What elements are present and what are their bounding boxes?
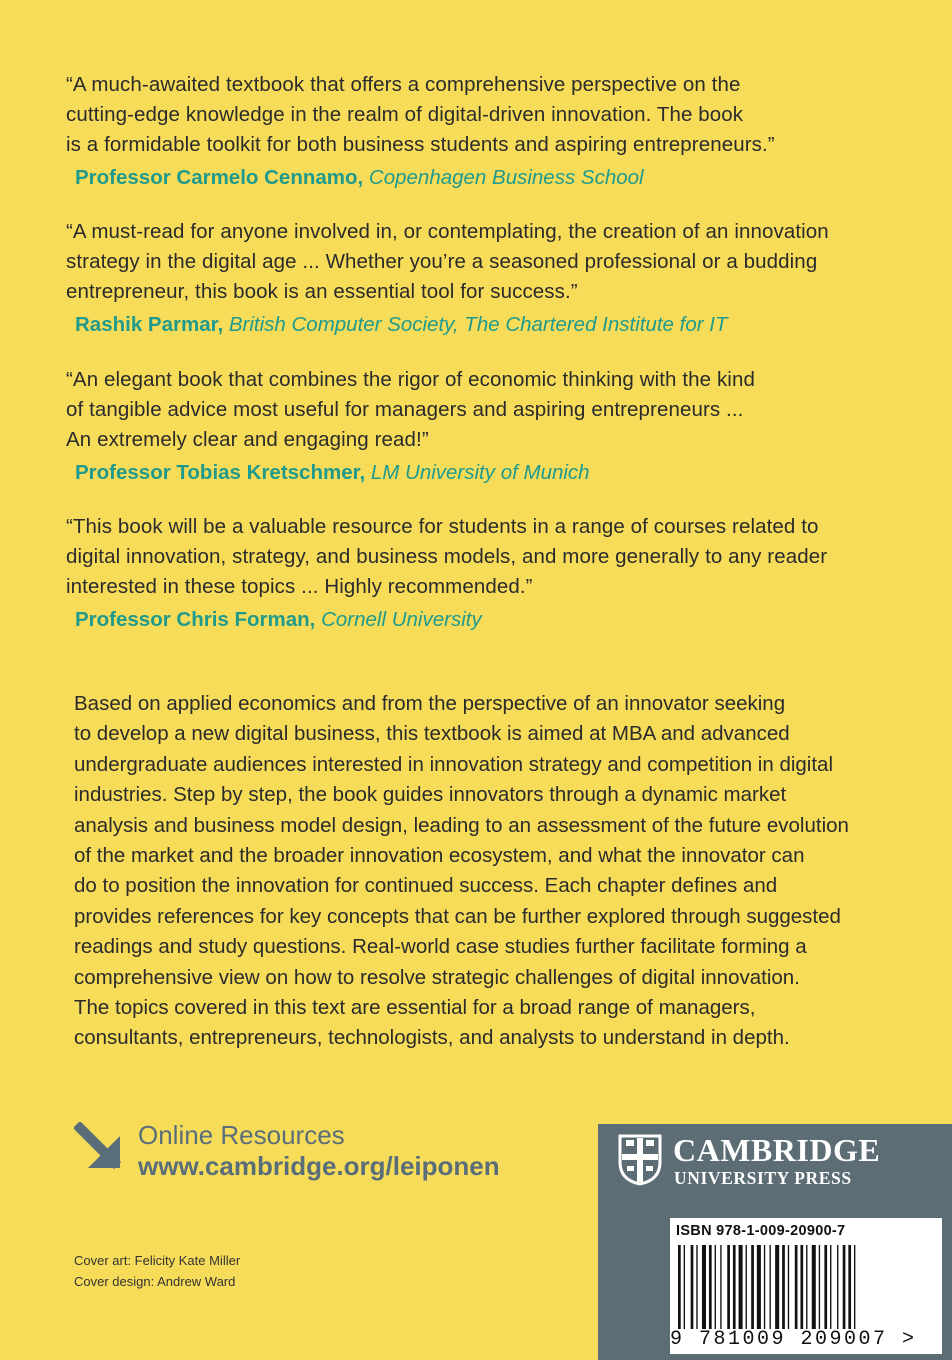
barcode-bar: [764, 1245, 765, 1329]
barcode-bar: [702, 1245, 706, 1329]
quote-attribution: [66, 458, 896, 488]
barcode-bar: [824, 1245, 827, 1329]
online-resources-title: Online Resources: [138, 1120, 345, 1150]
quote-text: “A must-read for anyone involved in, or contemplating, the creation of an innovation strategy in the digital age ... Whether you’re a seasoned professional or a budding entrepreneur, this book is an essential tool for success.”: [66, 220, 829, 303]
barcode-bar: [819, 1245, 820, 1329]
barcode-bar: [746, 1245, 747, 1329]
barcode-bar: [733, 1245, 736, 1329]
barcode-box: [670, 1218, 942, 1354]
publisher-panel: [598, 1124, 952, 1360]
quote-2: [66, 217, 896, 340]
arrow-down-right-icon: [74, 1122, 126, 1174]
quote-text: “A much-awaited textbook that offers a comprehensive perspective on the cutting-edge knowledge in the realm of digital-driven innovation. The book is a formidable toolkit for both business students and aspiring entrepreneurs.”: [66, 73, 775, 156]
barcode-bar: [830, 1245, 831, 1329]
barcode-bar: [788, 1245, 789, 1329]
publisher-subtitle: UNIVERSITY PRESS: [674, 1168, 852, 1188]
barcode-bar: [696, 1245, 697, 1329]
barcode-bar: [709, 1245, 712, 1329]
barcode-bar: [800, 1245, 803, 1329]
barcode-bar: [770, 1245, 771, 1329]
barcode-bar: [715, 1245, 716, 1329]
barcode-bar: [727, 1245, 730, 1329]
quote-3: [66, 365, 896, 488]
attribution-name: Professor Carmelo Cennamo,: [75, 166, 369, 189]
attribution-name: Professor Tobias Kretschmer,: [75, 461, 371, 484]
attribution-affiliation: British Computer Society, The Chartered Institute for IT: [228, 313, 728, 336]
attribution-name: Professor Chris Forman,: [75, 608, 322, 631]
online-resources-link[interactable]: www.cambridge.org/leiponen: [138, 1151, 500, 1181]
barcode-bar: [812, 1245, 816, 1329]
barcode-bar: [775, 1245, 779, 1329]
quote-attribution: [66, 310, 896, 340]
university-crest-icon: [618, 1134, 662, 1186]
barcode-bar: [739, 1245, 743, 1329]
quote-4: [66, 512, 896, 635]
barcode-bar: [678, 1245, 681, 1329]
isbn-label: ISBN 978-1-009-20900-7: [676, 1223, 846, 1239]
barcode-bar: [720, 1245, 721, 1329]
attribution-name: Rashik Parmar,: [75, 313, 229, 336]
cover-design-credit: Cover design: Andrew Ward: [74, 1274, 236, 1289]
barcode-bar: [837, 1245, 838, 1329]
barcode-bar: [684, 1245, 685, 1329]
quote-1: [66, 70, 896, 193]
publisher-name: CAMBRIDGE: [673, 1132, 881, 1168]
barcode-bar: [795, 1245, 798, 1329]
barcode-bar: [806, 1245, 807, 1329]
quote-attribution: [66, 163, 896, 193]
cover-art-credit: Cover art: Felicity Kate Miller: [74, 1253, 241, 1268]
attribution-affiliation: Cornell University: [321, 608, 482, 631]
barcode: [678, 1245, 932, 1329]
book-blurb: Based on applied economics and from the perspective of an innovator seeking to develop a new digital business, this textbook is aimed at MBA and advanced undergraduate audiences interested in innovation strategy and competition in digital industries. Step by step, the book guides innovators through a dynamic market analysis and business model design, leading to an assessment of the future evolution of the market and the broader innovation ecosystem, and what the innovator can do to position the innovation for continued success. Each chapter defines and provides references for key concepts that can be further explored through suggested readings and study questions. Real-world case studies further facilitate forming a comprehensive view on how to resolve strategic challenges of digital innovation. The topics covered in this text are essential for a broad range of managers, consultants, entrepreneurs, technologists, and analysts to understand in depth.: [74, 692, 849, 1050]
quote-text: “This book will be a valuable resource for students in a range of courses related to digital innovation, strategy, and business models, and more generally to any reader interested in these topics ... Highly recommended.”: [66, 515, 828, 598]
barcode-bar: [848, 1245, 851, 1329]
quote-attribution: [66, 605, 896, 635]
barcode-bar: [751, 1245, 754, 1329]
cover-credits: [74, 1250, 240, 1292]
barcode-bar: [691, 1245, 694, 1329]
barcode-bar: [843, 1245, 846, 1329]
attribution-affiliation: LM University of Munich: [370, 461, 590, 484]
barcode-bar: [782, 1245, 785, 1329]
quote-text: “An elegant book that combines the rigor of economic thinking with the kind of tangible advice most useful for managers and aspiring entrepreneurs ... An extremely clear and engaging read!”: [66, 368, 755, 451]
barcode-bar: [854, 1245, 855, 1329]
barcode-bar: [757, 1245, 761, 1329]
attribution-affiliation: Copenhagen Business School: [368, 166, 644, 189]
barcode-number: 9 781009 209007 >: [670, 1328, 917, 1351]
